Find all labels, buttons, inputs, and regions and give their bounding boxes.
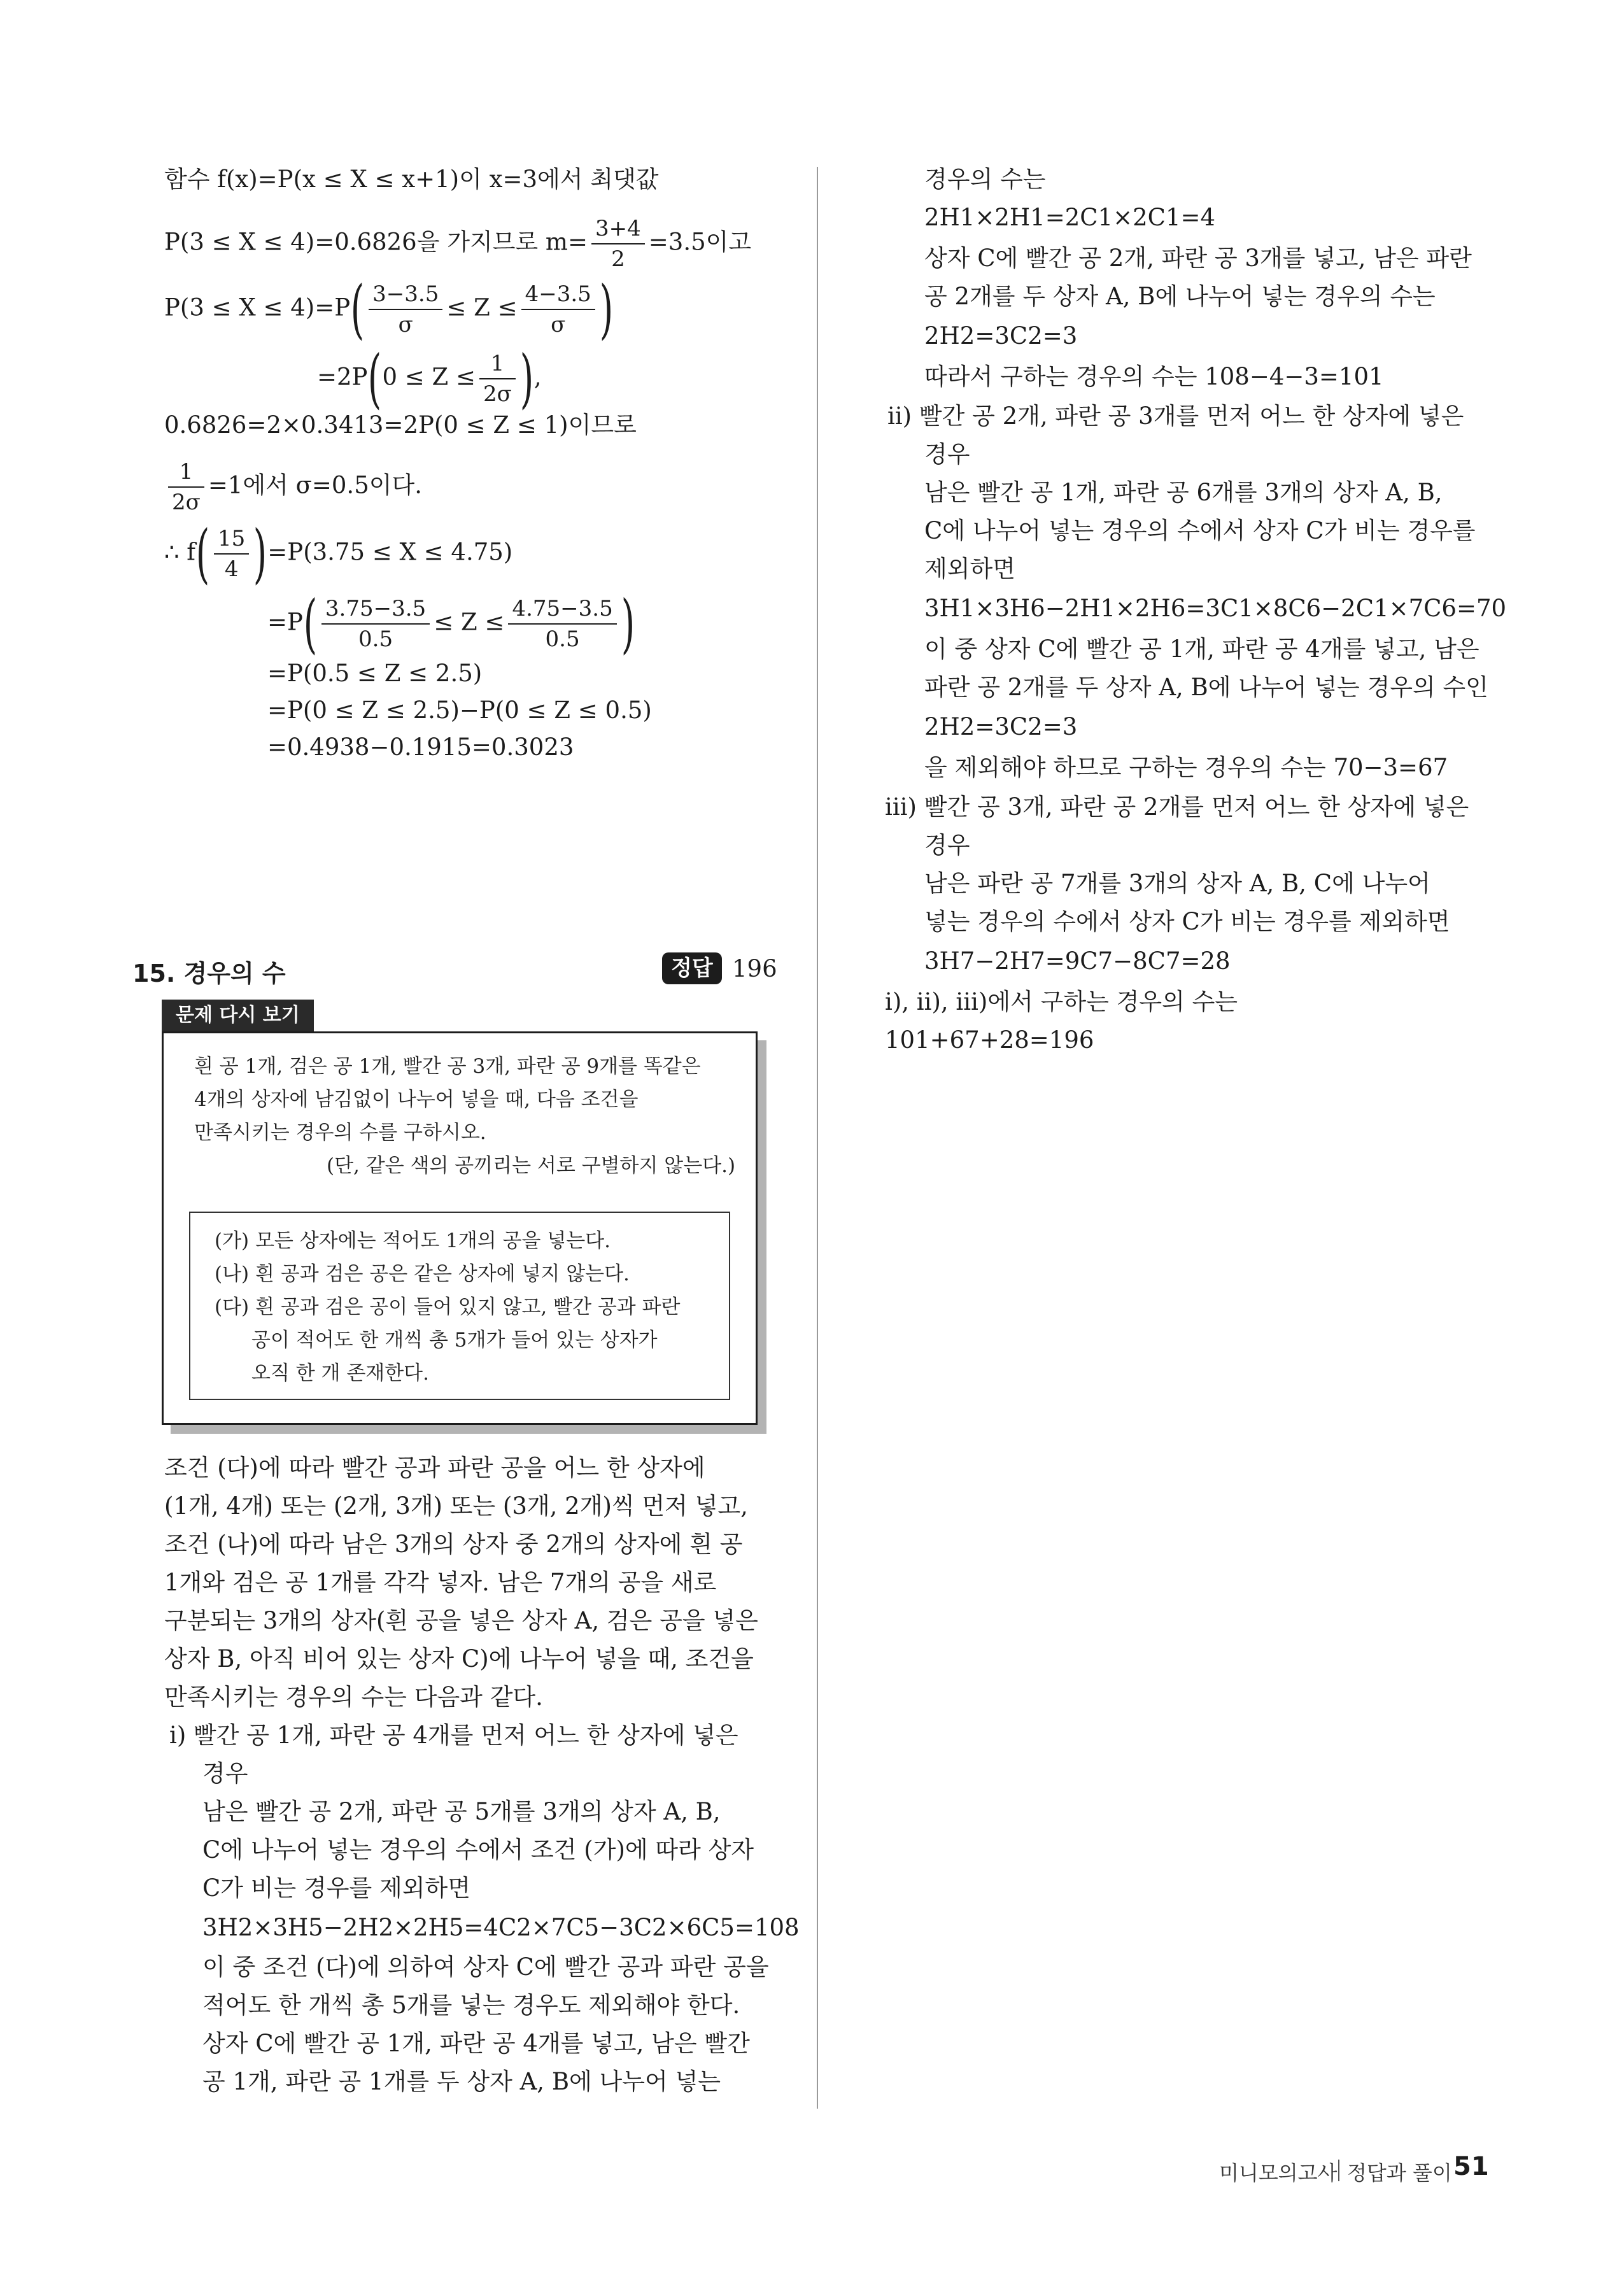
right-paren: ) (253, 516, 267, 591)
text-line: 0.6826=2×0.3413=2P(0 ≤ Z ≤ 1)이므로 (164, 411, 637, 439)
denominator: σ (551, 312, 566, 337)
text-line: 경우 (924, 441, 970, 468)
review-line: (단, 같은 색의 공끼리는 서로 구별하지 않는다.) (327, 1154, 736, 1177)
left-paren: ( (350, 272, 365, 346)
text-span: ∴ f (164, 538, 195, 566)
text-line: 적어도 한 개씩 총 5개를 넣는 경우도 제외해야 한다. (202, 1991, 740, 2019)
condition-line: 오직 한 개 존재한다. (251, 1362, 429, 1385)
footer-separator (1338, 2160, 1339, 2181)
footer-section-label: 미니모의고사 (1219, 2161, 1338, 2185)
problem-title: 15. 경우의 수 (132, 959, 286, 987)
text-span: P(3 ≤ X ≤ 4)=P (164, 294, 351, 322)
review-line: 만족시키는 경우의 수를 구하시오. (194, 1121, 486, 1144)
formula-line: 3H1×3H6−2H1×2H6=3C1×8C6−2C1×7C6=70 (924, 595, 1507, 622)
fraction (321, 595, 430, 653)
text-span: P(3 ≤ X ≤ 4)=0.6826을 가지므로 m= (164, 228, 588, 256)
fraction (168, 458, 204, 516)
text-line (164, 458, 422, 516)
numerator: 4.75−3.5 (508, 595, 616, 625)
numerator: 3+4 (591, 215, 645, 244)
text-line: 이 중 조건 (다)에 의하여 상자 C에 빨간 공과 파란 공을 (202, 1953, 769, 1981)
text-span: , (533, 363, 542, 391)
text-line: 남은 파란 공 7개를 3개의 상자 A, B, C에 나누어 (924, 870, 1430, 897)
text-line: =P(0.5 ≤ Z ≤ 2.5) (267, 660, 483, 687)
text-line: 조건 (나)에 따라 남은 3개의 상자 중 2개의 상자에 흰 공 (164, 1531, 743, 1558)
fraction (591, 215, 645, 272)
review-line: 흰 공 1개, 검은 공 1개, 빨간 공 3개, 파란 공 9개를 똑같은 (194, 1055, 701, 1078)
review-box (162, 1031, 758, 1425)
review-line: 4개의 상자에 남김없이 나누어 넣을 때, 다음 조건을 (194, 1088, 639, 1111)
text-line (164, 272, 614, 346)
left-paren: ( (195, 516, 210, 591)
text-line: =0.4938−0.1915=0.3023 (267, 733, 574, 761)
numerator: 1 (479, 350, 516, 379)
text-line: 조건 (다)에 따라 빨간 공과 파란 공을 어느 한 상자에 (164, 1454, 705, 1482)
text-span: =3.5이고 (648, 228, 752, 256)
numerator: 3.75−3.5 (321, 595, 430, 625)
text-line: (1개, 4개) 또는 (2개, 3개) 또는 (3개, 2개)씩 먼저 넣고, (164, 1492, 748, 1520)
page-number: 51 (1453, 2152, 1489, 2181)
text-line: C에 나누어 넣는 경우의 수에서 상자 C가 비는 경우를 (924, 517, 1476, 544)
text-line: 경우의 수는 (924, 166, 1046, 193)
text-span: =P (267, 608, 303, 636)
text-line: 만족시키는 경우의 수는 다음과 같다. (164, 1683, 543, 1711)
fraction (479, 350, 516, 407)
fraction (508, 595, 616, 653)
column-divider (817, 167, 818, 2109)
denominator: σ (398, 312, 413, 337)
condition-line: (가) 모든 상자에는 적어도 1개의 공을 넣는다. (215, 1229, 611, 1252)
text-line: 공 2개를 두 상자 A, B에 나누어 넣는 경우의 수는 (924, 283, 1436, 310)
right-paren: ) (519, 341, 534, 416)
numerator: 4−3.5 (521, 281, 595, 310)
condition-line: 공이 적어도 한 개씩 총 5개가 들어 있는 상자가 (251, 1329, 658, 1352)
footer-subsection-label: 정답과 풀이 (1347, 2161, 1452, 2185)
text-line: 101+67+28=196 (885, 1026, 1094, 1054)
fraction (369, 281, 442, 338)
text-line (267, 586, 635, 661)
formula-line: 2H2=3C2=3 (924, 713, 1078, 740)
text-line: ⅰ), ⅱ), ⅲ)에서 구하는 경우의 수는 (885, 988, 1238, 1015)
condition-line: (나) 흰 공과 검은 공은 같은 상자에 넣지 않는다. (215, 1263, 630, 1285)
text-line: 공 1개, 파란 공 1개를 두 상자 A, B에 나누어 넣는 (202, 2068, 721, 2095)
numerator: 1 (168, 458, 204, 488)
condition-line: (다) 흰 공과 검은 공이 들어 있지 않고, 빨간 공과 파란 (215, 1296, 681, 1319)
numerator: 15 (214, 525, 249, 555)
text-line: 따라서 구하는 경우의 수는 108−4−3=101 (924, 363, 1384, 390)
fraction (521, 281, 595, 338)
text-line (317, 341, 542, 416)
answer-badge: 정답 (662, 952, 722, 984)
text-line: ⅰ) 빨간 공 1개, 파란 공 4개를 먼저 어느 한 상자에 넣은 (169, 1722, 738, 1749)
text-line: 1개와 검은 공 1개를 각각 넣자. 남은 7개의 공을 새로 (164, 1569, 717, 1596)
left-paren: ( (368, 341, 382, 416)
text-line: 구분되는 3개의 상자(흰 공을 넣은 상자 A, 검은 공을 넣은 (164, 1607, 758, 1634)
text-line: ⅲ) 빨간 공 3개, 파란 공 2개를 먼저 어느 한 상자에 넣은 (885, 793, 1469, 821)
denominator: 0.5 (358, 626, 393, 652)
text-line: C에 나누어 넣는 경우의 수에서 조건 (가)에 따라 상자 (202, 1836, 754, 1864)
conditions-box (189, 1212, 730, 1400)
text-line: 상자 C에 빨간 공 2개, 파란 공 3개를 넣고, 남은 파란 (924, 244, 1472, 272)
text-line (164, 215, 751, 272)
formula-line: 2H2=3C2=3 (924, 322, 1078, 350)
denominator: 4 (224, 556, 239, 582)
formula-line: 3H7−2H7=9C7−8C7=28 (924, 947, 1231, 975)
text-span: ≤ Z ≤ (446, 294, 518, 322)
review-tab: 문제 다시 보기 (162, 1000, 314, 1031)
text-line: 남은 빨간 공 1개, 파란 공 6개를 3개의 상자 A, B, (924, 479, 1443, 506)
numerator: 3−3.5 (369, 281, 442, 310)
fraction (214, 525, 249, 583)
denominator: 2σ (483, 381, 512, 407)
text-line: 남은 빨간 공 2개, 파란 공 5개를 3개의 상자 A, B, (202, 1798, 721, 1825)
text-line: 함수 f(x)=P(x ≤ X ≤ x+1)이 x=3에서 최댓값 (164, 166, 659, 193)
text-line: 을 제외해야 하므로 구하는 경우의 수는 70−3=67 (924, 754, 1448, 781)
text-line: C가 비는 경우를 제외하면 (202, 1874, 471, 1902)
right-paren: ) (621, 586, 635, 661)
formula-line: 2H1×2H1=2C1×2C1=4 (924, 204, 1216, 231)
text-line: 넣는 경우의 수에서 상자 C가 비는 경우를 제외하면 (924, 908, 1450, 935)
denominator: 2σ (172, 490, 201, 515)
right-paren: ) (599, 272, 614, 346)
denominator: 2 (611, 246, 625, 272)
text-line: 상자 C에 빨간 공 1개, 파란 공 4개를 넣고, 남은 빨간 (202, 2030, 750, 2057)
text-line: ⅱ) 빨간 공 2개, 파란 공 3개를 먼저 어느 한 상자에 넣은 (887, 402, 1464, 430)
text-line: 파란 공 2개를 두 상자 A, B에 나누어 넣는 경우의 수인 (924, 674, 1488, 701)
text-span: =1에서 σ=0.5이다. (208, 471, 422, 499)
denominator: 0.5 (545, 626, 580, 652)
text-line: 상자 B, 아직 비어 있는 상자 C)에 나누어 넣을 때, 조건을 (164, 1645, 754, 1673)
answer-value: 196 (732, 955, 777, 982)
text-span: =P(3.75 ≤ X ≤ 4.75) (267, 538, 513, 566)
text-line: =P(0 ≤ Z ≤ 2.5)−P(0 ≤ Z ≤ 0.5) (267, 697, 652, 724)
text-span: =2P (317, 363, 368, 391)
text-line: 이 중 상자 C에 빨간 공 1개, 파란 공 4개를 넣고, 남은 (924, 635, 1479, 663)
text-line (164, 516, 513, 591)
text-span: 0 ≤ Z ≤ (382, 363, 476, 391)
formula-line: 3H2×3H5−2H2×2H5=4C2×7C5−3C2×6C5=108 (202, 1914, 800, 1941)
left-paren: ( (303, 586, 318, 661)
text-line: 경우 (924, 831, 970, 859)
text-span: ≤ Z ≤ (434, 608, 505, 636)
text-line: 제외하면 (924, 555, 1015, 583)
text-line: 경우 (202, 1760, 248, 1787)
